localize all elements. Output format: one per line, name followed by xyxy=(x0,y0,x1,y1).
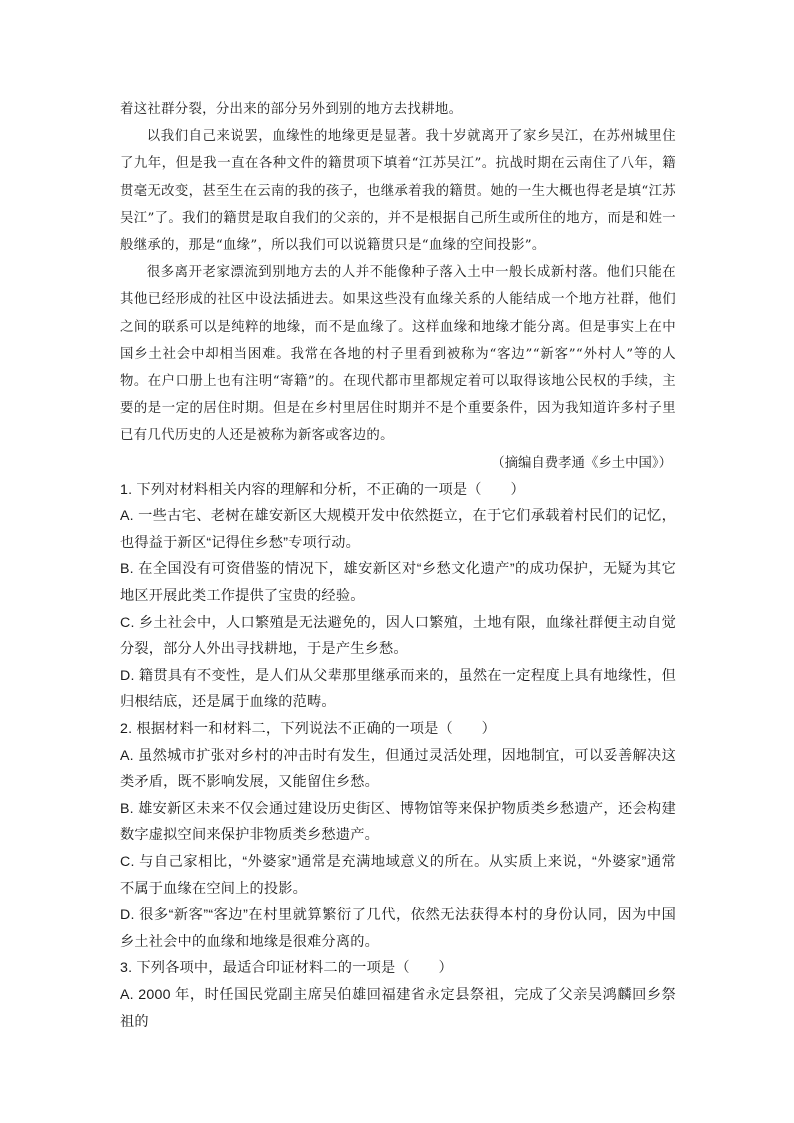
question-stem: 3. 下列各项中，最适合印证材料二的一项是（ ） xyxy=(120,960,453,977)
question-item xyxy=(120,477,676,716)
question-option: A. 虽然城市扩张对乡村的冲击时有发生，但通过灵活处理，因地制宜，可以妥善解决这类矛盾，既不影响发展，又能留住乡愁。 xyxy=(120,747,676,791)
question-option: B. 在全国没有可资借鉴的情况下，雄安新区对“乡愁文化遗产”的成功保护，无疑为其它地区开展此类工作提供了宝贵的经验。 xyxy=(120,561,676,605)
passage-paragraph: 以我们自己来说罢，血缘性的地缘更是显著。我十岁就离开了家乡吴江，在苏州城里住了九年，但是我一直在各种文件的籍贯项下填着“江苏吴江”。抗战时期在云南住了八年，籍贯毫无改变，甚至生在云南的我的孩子，也继承着我的籍贯。她的一生大概也得老是填“江苏吴江”了。我们的籍贯是取自我们的父亲的，并不是根据自己所生或所住的地方，而是和姓一般继承的，那是“血缘”，所以我们可以说籍贯只是“血缘的空间投影”。 xyxy=(120,129,676,254)
question-list xyxy=(120,477,676,1035)
question-item xyxy=(120,955,676,1035)
passage-paragraph: 着这社群分裂，分出来的部分另外到别的地方去找耕地。 xyxy=(120,102,463,117)
question-stem: 1. 下列对材料相关内容的理解和分析，不正确的一项是（ ） xyxy=(120,481,525,498)
document-page xyxy=(120,96,676,1035)
question-stem: 2. 根据材料一和材料二，下列说法不正确的一项是（ ） xyxy=(120,720,497,737)
question-option: A. 一些古宅、老树在雄安新区大规模开发中依然挺立，在于它们承载着村民们的记忆，也得益于新区“记得住乡愁”专项行动。 xyxy=(120,508,676,551)
question-option: B. 雄安新区未来不仅会通过建设历史街区、博物馆等来保护物质类乡愁遗产，还会构建数字虚拟空间来保护非物质类乡愁遗产。 xyxy=(120,800,676,844)
question-item xyxy=(120,716,676,955)
question-option: A. 2000 年，时任国民党副主席吴伯雄回福建省永定县祭祖，完成了父亲吴鸿麟回乡祭祖的 xyxy=(120,986,676,1030)
passage-paragraph: 很多离开老家漂流到别地方去的人并不能像种子落入土中一般长成新村落。他们只能在其他已经形成的社区中设法插进去。如果这些没有血缘关系的人能结成一个地方社群，他们之间的联系可以是纯粹的地缘，而不是血缘了。这样血缘和地缘才能分离。但是事实上在中国乡土社会中却相当困难。我常在各地的村子里看到被称为“客边”“新客”“外村人”等的人物。在户口册上也有注明“寄籍”的。在现代都市里都规定着可以取得该地公民权的手续，主要的是一定的居住时期。但是在乡村里居住时期并不是个重要条件，因为我知道许多村子里已有几代历史的人还是被称为新客或客边的。 xyxy=(120,265,676,444)
question-option: D. 籍贯具有不变性，是人们从父辈那里继承而来的，虽然在一定程度上具有地缘性，但归根结底，还是属于血缘的范畴。 xyxy=(120,667,676,711)
passage-source: （摘编自费孝通《乡土中国》） xyxy=(491,455,672,471)
question-option: C. 与自己家相比，“外婆家”通常是充满地域意义的所在。从实质上来说，“外婆家”通常不属于血缘在空间上的投影。 xyxy=(120,853,676,897)
question-option: C. 乡土社会中，人口繁殖是无法避免的，因人口繁殖，土地有限，血缘社群便主动自觉分裂，部分人外出寻找耕地，于是产生乡愁。 xyxy=(120,614,676,658)
reading-passage xyxy=(120,96,676,450)
question-option: D. 很多“新客”“客边”在村里就算繁衍了几代，依然无法获得本村的身份认同，因为中国乡土社会中的血缘和地缘是很难分离的。 xyxy=(120,907,676,950)
